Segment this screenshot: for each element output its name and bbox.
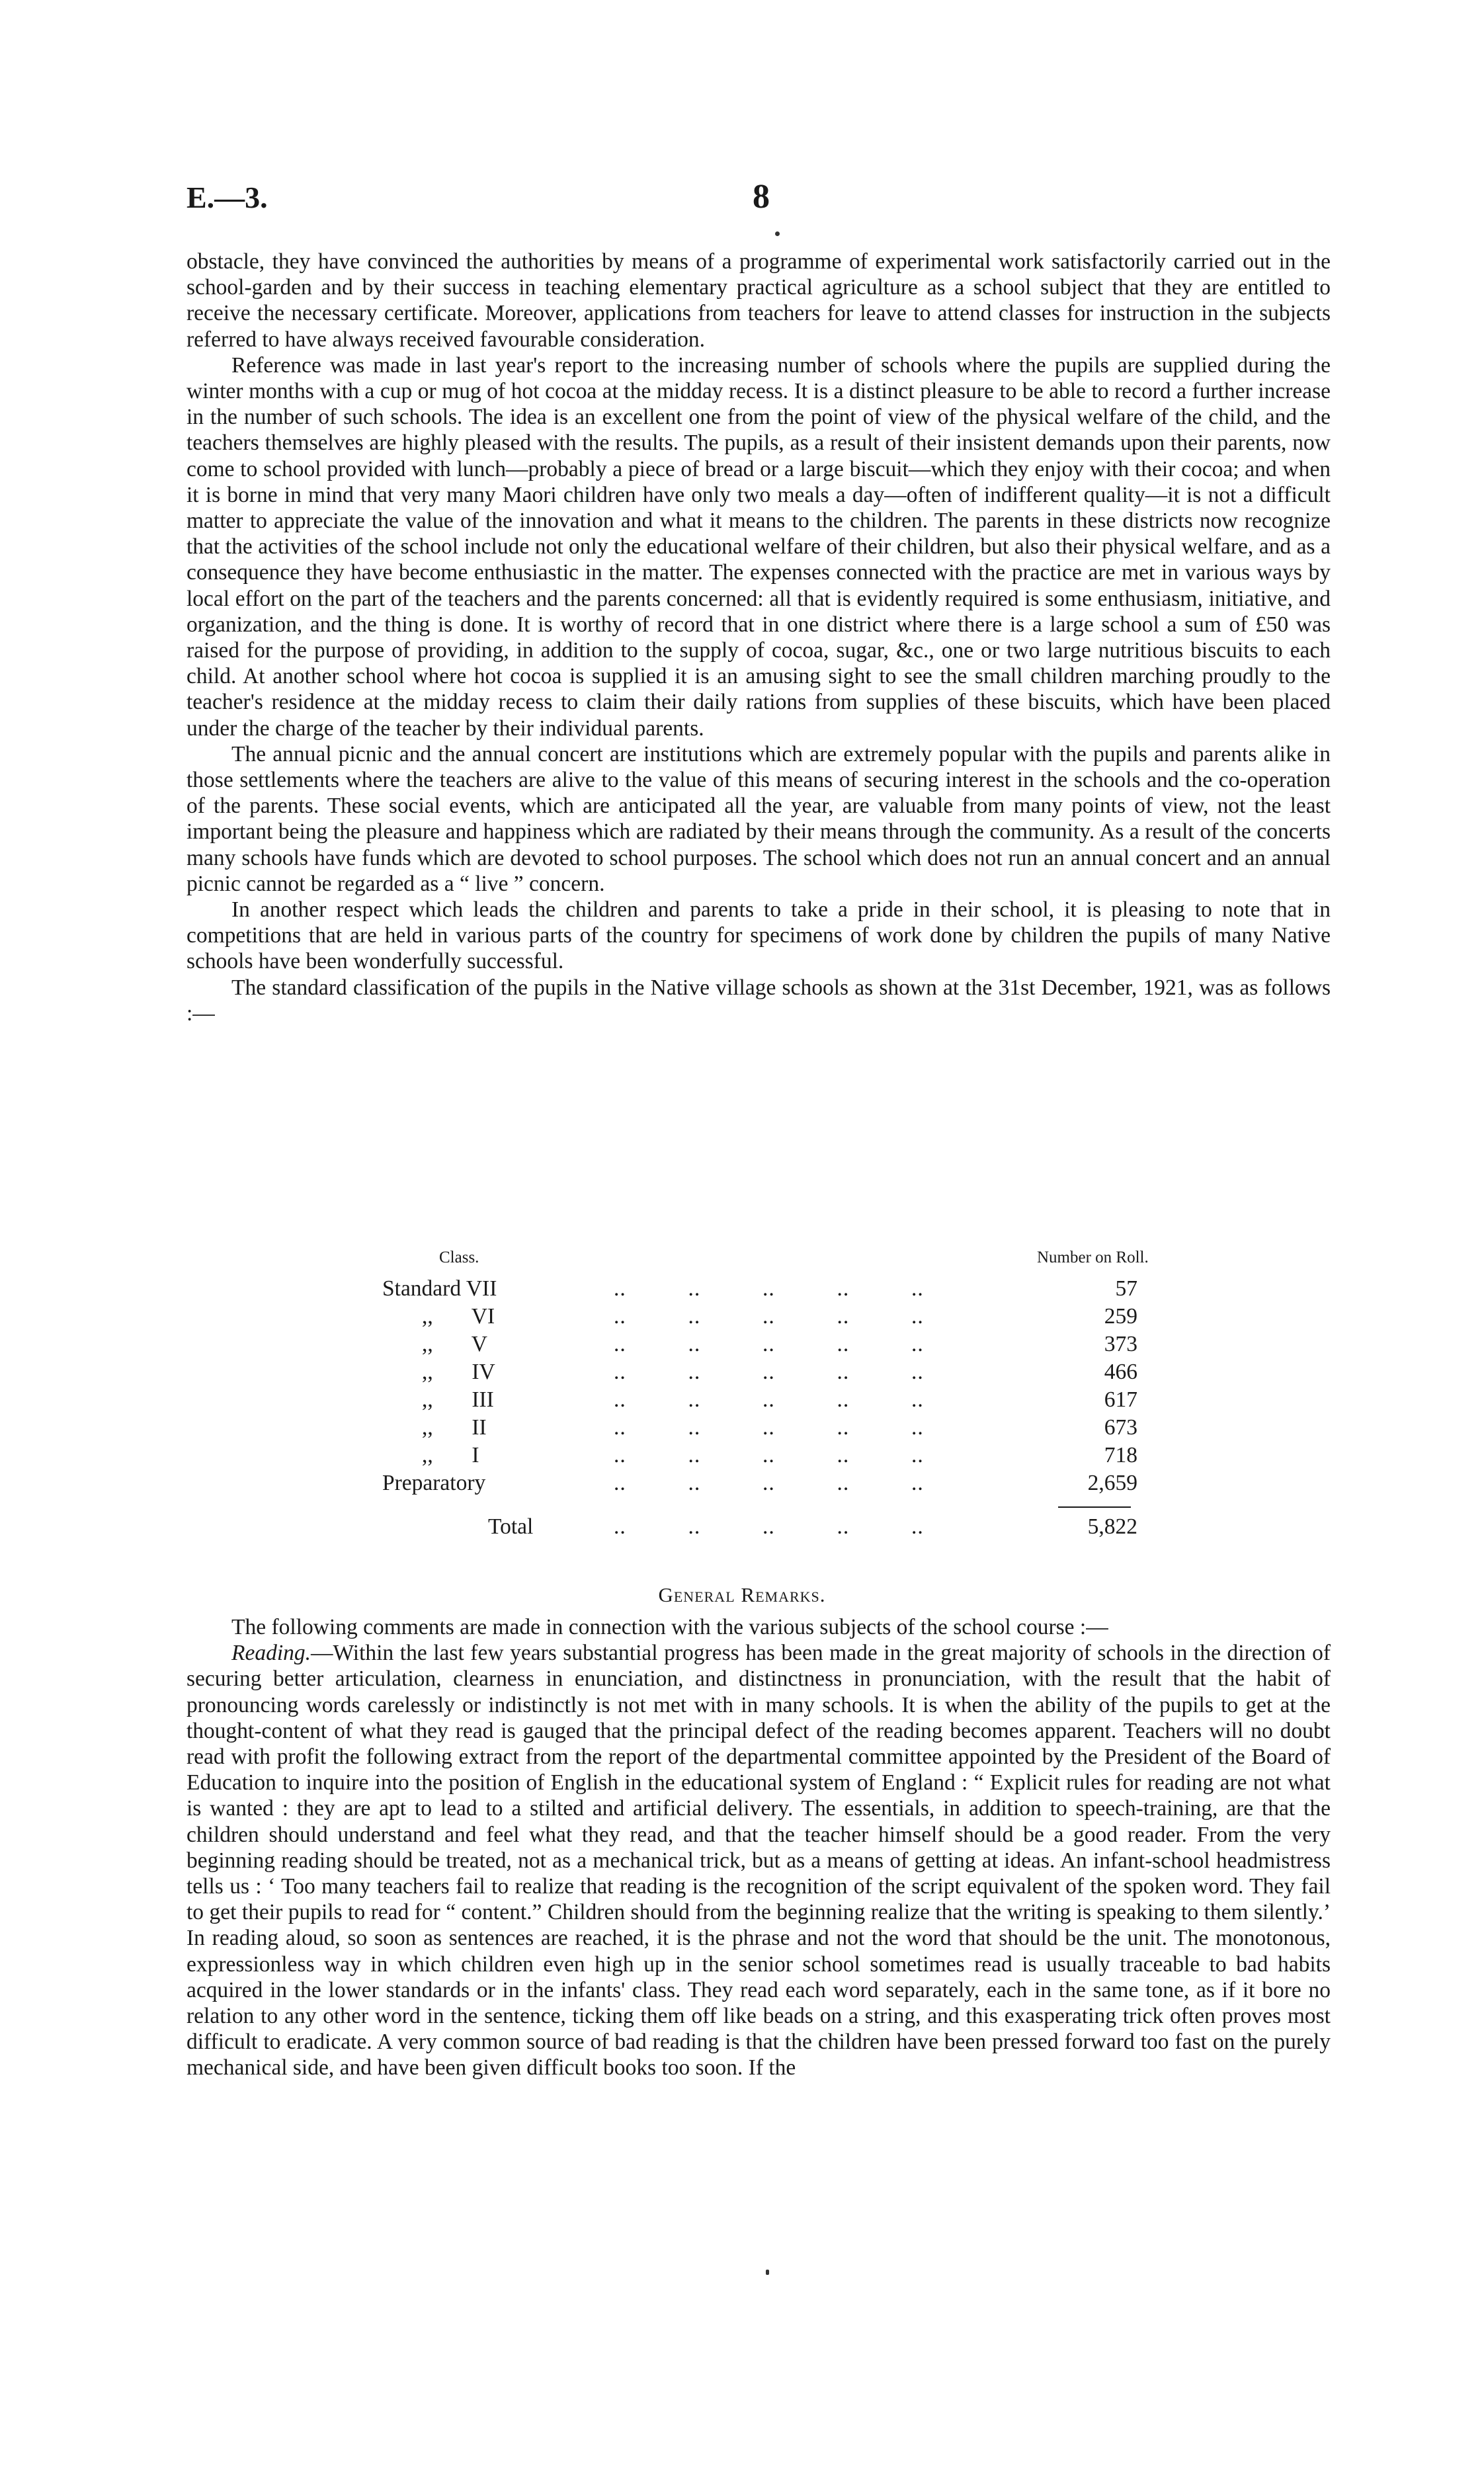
row-number: 2,659 [1087,1471,1137,1495]
row-class: ,, VI [422,1304,495,1329]
page-reference: E.—3. [186,181,268,214]
table-row [382,1415,1209,1442]
row-class: ,, V [422,1332,487,1356]
column-header-roll: Number on Roll. [1037,1249,1149,1266]
reading-lead: Reading. [231,1641,311,1666]
leader-dots: .. .. .. .. .. [614,1360,924,1384]
row-number: 673 [1104,1415,1137,1440]
page-number: 8 [753,178,770,216]
leader-dots: .. .. .. .. .. [614,1276,924,1301]
table-row [382,1387,1209,1414]
print-speck [775,231,780,236]
paragraph-reading [186,1640,1331,2080]
section-heading [0,1583,1484,1607]
row-class: ,, IV [422,1360,495,1384]
row-number: 466 [1104,1360,1137,1384]
leader-dots: .. .. .. .. .. [614,1304,924,1329]
leader-dots: .. .. .. .. .. [614,1415,924,1440]
row-class: Standard VII [382,1276,497,1301]
row-number: 259 [1104,1304,1137,1329]
leader-dots: .. .. .. .. .. [614,1387,924,1412]
table-row [382,1276,1209,1303]
body-text-bottom [186,1614,1331,2081]
leader-dots: .. .. .. .. .. [614,1514,924,1539]
row-class: ,, I [422,1443,479,1467]
table-row [382,1332,1209,1358]
table-row [382,1471,1209,1497]
row-number: 617 [1104,1387,1137,1412]
total-label: Total [488,1514,534,1539]
column-header-class: Class. [439,1249,479,1266]
row-class: ,, II [422,1415,487,1440]
row-class: ,, III [422,1387,494,1412]
paragraph-competitions: In another respect which leads the children and parents to take a pride in their school, it is pleasing to note that in competitions that are held in various parts of the country for specimens of work done by children the pupils of many Native schools have been wonderfully successful. [186,897,1331,974]
section-heading-text: General Remarks. [658,1583,826,1606]
table-row [382,1443,1209,1469]
leader-dots: .. .. .. .. .. [614,1332,924,1356]
table-row [382,1360,1209,1386]
paragraph-obstacle: obstacle, they have convinced the authorities by means of a programme of experimental work satisfactorily carried out in the school-garden and by their success in teaching elementary practical agriculture as a school subject that they are entitled to receive the necessary certificate. Moreover, applications from teachers for leave to attend classes for instruction in the subjects referred to have always received favourable consideration. [186,249,1331,352]
row-class: Preparatory [382,1471,486,1495]
table-total-row [382,1514,1209,1541]
row-number: 373 [1104,1332,1137,1356]
body-text-top [186,249,1331,1026]
paragraph-picnic-concert: The annual picnic and the annual concert are institutions which are extremely popular with the pupils and parents alike in those settlements where the teachers are alive to the value of this means of securing interest in the schools and the co-operation of the parents. These social events, which are anticipated all the year, are valuable from many points of view, not the least important being the pleasure and happiness which are radiated by their means through the community. As a result of the concerts many schools have funds which are devoted to school purposes. The school which does not run an annual concert and an annual picnic cannot be regarded as a “ live ” concern. [186,741,1331,896]
leader-dots: .. .. .. .. .. [614,1443,924,1467]
paragraph-cocoa: Reference was made in last year's report to the increasing number of schools where the pupils are supplied during the winter months with a cup or mug of hot cocoa at the midday recess. It is a distinct pleasure to be able to record a further increase in the number of such schools. The idea is an excellent one from the point of view of the physical welfare of the child, and the teachers themselves are highly pleased with the results. The pupils, as a result of their insistent demands upon their parents, now come to school provided with lunch—probably a piece of bread or a large biscuit—which they enjoy with their cocoa; and when it is borne in mind that very many Maori children have only two meals a day—often of indifferent quality—it is not a difficult matter to appreciate the value of the innovation and what it means to the children. The parents in these districts now recognize that the activities of the school include not only the educational welfare of their children, but also their physical welfare, and as a consequence they have become enthusiastic in the matter. The expenses connected with the practice are met in various ways by local effort on the part of the teachers and the parents concerned: all that is evidently required is some enthusiasm, initiative, and organization, and the thing is done. It is worthy of record that in one district where there is a large school a sum of £50 was raised for the purpose of providing, in addition to the supply of cocoa, sugar, &c., one or two large nutritious biscuits to each child. At another school where hot cocoa is supplied it is an amusing sight to see the small children marching proudly to the teacher's residence at the midday recess to claim their daily rations from supplies of these biscuits, which have been placed under the charge of the teacher by their individual parents. [186,352,1331,741]
table-row [382,1304,1209,1331]
total-rule [1058,1506,1131,1508]
row-number: 57 [1115,1276,1137,1301]
paragraph-intro: The following comments are made in connection with the various subjects of the school course :— [231,1615,1108,1639]
leader-dots: .. .. .. .. .. [614,1471,924,1495]
paragraph-classification: The standard classification of the pupils in the Native village schools as shown at the 31st December, 1921, was as follows :— [186,975,1331,1026]
reading-text: —Within the last few years substantial progress has been made in the great majority of schools in the direction of securing better articulation, clearness in enunciation, and distinctness in pronunciation, with the result that the habit of pronouncing words carelessly or indistinctly is not met with in many schools. It is when the ability of the pupils to get at the thought-content of what they read is gauged that the principal defect of the reading becomes apparent. Teachers will no doubt read with profit the following extract from the report of the departmental committee appointed by the President of the Board of Education to inquire into the position of English in the educational system of England : “ Explicit rules for reading are not what is wanted : they are apt to lead to a stilted and artificial delivery. The essentials, in addition to speech-training, are that the children should understand and feel what they read, and that the teacher himself should be a good reader. From the very beginning reading should be treated, not as a mechanical trick, but as a means of getting at ideas. An infant-school headmistress tells us : ‘ Too many teachers fail to realize that reading is the recognition of the script equivalent of the spoken word. They fail to get their pupils to read for “ content.” Children should from the beginning realize that the writing is speaking to them silently.’ In reading aloud, so soon as sentences are reached, it is the phrase and not the word that should be the unit. The monotonous, expressionless way in which children even high up in the senior school sometimes read is usually traceable to bad habits acquired in the lower standards or in the infants' class. They read each word separately, each in the same tone, as if it bore no relation to any other word in the sentence, ticking them off like beads on a string, and this exasperating trick often proves most difficult to eradicate. A very common source of bad reading is that the children have been pressed forward too fast on the purely mechanical side, and have been given difficult books too soon. If the [186,1641,1331,2080]
total-value: 5,822 [1087,1514,1137,1539]
row-number: 718 [1104,1443,1137,1467]
print-speck [766,2270,769,2275]
